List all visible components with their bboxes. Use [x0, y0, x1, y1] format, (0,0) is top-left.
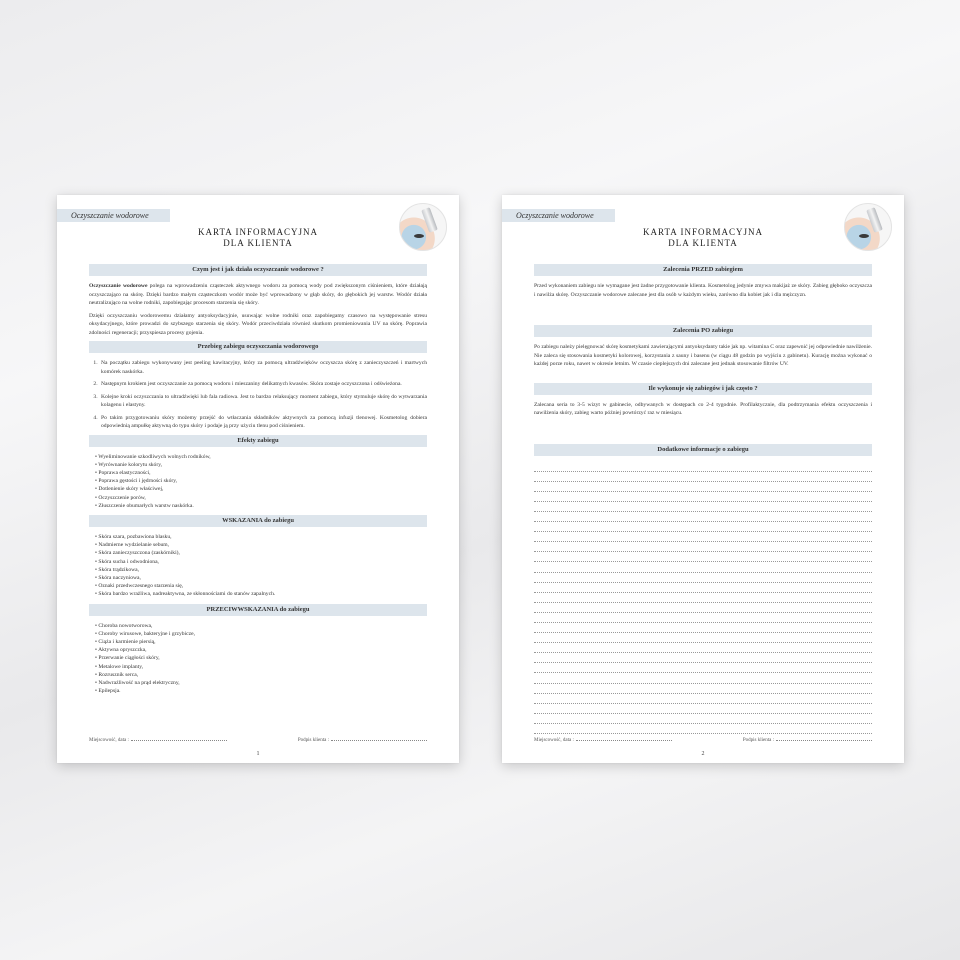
list-item: • Skóra naczyniowa, — [95, 574, 427, 582]
intro-bold: Oczyszczanie wodorowe — [89, 283, 148, 289]
page-number: 1 — [256, 751, 260, 757]
note-line[interactable] — [534, 613, 872, 623]
note-line[interactable] — [534, 482, 872, 492]
note-line[interactable] — [534, 542, 872, 552]
section-header-effects: Efekty zabiegu — [89, 435, 427, 447]
list-item: • Ciąża i karmienie piersią, — [95, 638, 427, 646]
after-paragraph: Po zabiegu należy pielęgnować skórę kosmetykami zawierającymi antyoksydanty takie jak np. witamina C oraz zapewnić jej odpowiednie nawilżenie. Nie zaleca się stosowania kosmetyki kolorowej, korzystania z sauny i basenu (w ciągu 48 godzin po wyjściu z gabinetu). Kurację można wykonać o każdej porze roku, nawet w okresie letnim. W czasie cieplejszych dni zalecane jest jednak stosowanie filtrów UV. — [534, 344, 872, 367]
page-number: 2 — [701, 751, 705, 757]
signature-field[interactable] — [776, 736, 872, 741]
list-item: • Choroba nowotworowa, — [95, 622, 427, 630]
note-line[interactable] — [534, 724, 872, 734]
section-header-contraindications: PRZECIWWSKAZANIA do zabiegu — [89, 604, 427, 616]
list-item: • Wyrównanie kolorytu skóry, — [95, 461, 427, 469]
note-line[interactable] — [534, 532, 872, 542]
note-line[interactable] — [534, 502, 872, 512]
procedure-step: 2. Następnym krokiem jest oczyszczanie za pomocą wodoru i mieszaniny delikatnych kwasów. Skóra zostaje oczyszczona i odświeżona. — [99, 380, 427, 389]
page-2-content — [534, 260, 872, 734]
title-line-1: KARTA INFORMACYJNA — [197, 227, 318, 237]
list-item: • Skóra trądzikowa, — [95, 566, 427, 574]
section-header-indications: WSKAZANIA do zabiegu — [89, 515, 427, 527]
list-item: • Nadwrażliwość na prąd elektryczny, — [95, 679, 427, 687]
category-tag: Oczyszczanie wodorowe — [502, 209, 615, 222]
note-line[interactable] — [534, 552, 872, 562]
signature-label: Podpis klienta : — [742, 738, 774, 743]
list-item: • Epilepsja. — [95, 687, 427, 695]
signature-field[interactable] — [331, 736, 427, 741]
list-item: • Dotlenienie skóry właściwej, — [95, 485, 427, 493]
frequency-paragraph: Zalecana seria to 3-5 wizyt w gabinecie, odbywanych w dostępach co 2-4 tygodnie. Profilaktycznie, dla podtrzymania efektu oczyszczenia i nawilżenia skóry, zabieg warto później powtórzyć raz w miesiącu. — [534, 401, 872, 416]
section-header-what-is: Czym jest i jak działa oczyszczanie wodorowe ? — [89, 264, 427, 276]
page-title — [57, 227, 459, 249]
list-item: • Skóra szara, pozbawiona blasku, — [95, 533, 427, 541]
list-item: • Metalowe implanty, — [95, 663, 427, 671]
note-line[interactable] — [534, 623, 872, 633]
list-item: • Poprawa gęstości i jędrności skóry, — [95, 477, 427, 485]
list-item: • Skóra zanieczyszczona (zaskórniki), — [95, 549, 427, 557]
document-page-2 — [502, 195, 904, 763]
list-item: • Choroby wirusowe, bakteryjne i grzybicze, — [95, 630, 427, 638]
note-line[interactable] — [534, 522, 872, 532]
note-line[interactable] — [534, 663, 872, 673]
note-line[interactable] — [534, 684, 872, 694]
indications-list — [89, 533, 427, 599]
title-line-2: DLA KLIENTA — [668, 238, 738, 248]
benefit-paragraph: Dzięki oczyszczaniu wodorowemu działamy antyoksydacyjnie, usuwając wolne rodniki oraz zapobiegamy czasowo na występowanie stresu oksydacyjnego, które prowadzi do szybszego starzenia się skóry. Wodór przeciwdziała również skutkom promieniowania UV na skórę. Poprawia zdolności regeneracji; przyspiesza procesy gojenia. — [89, 312, 427, 336]
note-line[interactable] — [534, 633, 872, 643]
list-item: • Poprawa elastyczności, — [95, 469, 427, 477]
list-item: • Skóra sucha i odwodniona, — [95, 558, 427, 566]
section-header-frequency: Ile wykonuje się zabiegów i jak często ? — [534, 383, 872, 395]
section-header-procedure: Przebieg zabiegu oczyszczania wodorowego — [89, 341, 427, 353]
note-line[interactable] — [534, 492, 872, 502]
note-line[interactable] — [534, 462, 872, 472]
list-item: • Złuszczenie obumarłych warstw naskórka. — [95, 502, 427, 510]
title-line-1: KARTA INFORMACYJNA — [642, 227, 763, 237]
page-footer — [534, 738, 872, 743]
category-tag: Oczyszczanie wodorowe — [57, 209, 170, 222]
list-item: • Oznaki przedwczesnego starzenia się, — [95, 582, 427, 590]
note-line[interactable] — [534, 512, 872, 522]
intro-paragraph — [89, 282, 427, 308]
place-date-label: Miejscowość, data : — [534, 738, 574, 743]
effects-list — [89, 453, 427, 510]
procedure-step: 1. Na początku zabiegu wykonywany jest peeling kawitacyjny, który za pomocą ultradźwięków oczyszcza skórę z zanieczyszczeń i martwych komórek naskórka. — [99, 359, 427, 376]
note-line[interactable] — [534, 583, 872, 593]
list-item: • Skóra bardzo wrażliwa, nadreaktywna, ze skłonnościami do stanów zapalnych. — [95, 590, 427, 598]
note-line[interactable] — [534, 593, 872, 603]
list-item: • Oczyszczenie porów, — [95, 494, 427, 502]
note-line[interactable] — [534, 603, 872, 613]
note-line[interactable] — [534, 573, 872, 583]
section-header-before: Zalecenia PRZED zabiegiem — [534, 264, 872, 276]
list-item: • Nadmierne wydzielanie sebum, — [95, 541, 427, 549]
document-page-1 — [57, 195, 459, 763]
list-item: • Aktywna opryszczka, — [95, 646, 427, 654]
list-item: • Przerwanie ciągłości skóry, — [95, 654, 427, 662]
intro-text: polega na wprowadzeniu cząsteczek aktywnego wodoru za pomocą wody pod zwiększonym ciśnieniem, które działają oczyszczająco na skórę. Dzięki bardzo małym cząsteczkom wodór może być wprowadzony w głąb skóry, do głębokich jej warstw. Wodór działa neutralizująco na wolne rodniki, zapobiegając procesom starzenia się skóry. — [89, 283, 427, 306]
procedure-step: 3. Kolejne kroki oczyszczania to ultradźwięki lub fala radiowa. Jest to bardzo relaksujący moment zabiegu, który stymuluje skórę do wytwarzania kolagenu i elastyny. — [99, 393, 427, 410]
note-line[interactable] — [534, 704, 872, 714]
note-line[interactable] — [534, 694, 872, 704]
signature-label: Podpis klienta : — [297, 738, 329, 743]
note-line[interactable] — [534, 653, 872, 663]
title-line-2: DLA KLIENTA — [223, 238, 293, 248]
list-item: • Rozrusznik serca, — [95, 671, 427, 679]
section-header-extra-info: Dodatkowe informacje o zabiegu — [534, 444, 872, 456]
note-line[interactable] — [534, 673, 872, 683]
procedure-steps — [89, 359, 427, 431]
note-line[interactable] — [534, 562, 872, 572]
section-header-after: Zalecenia PO zabiegu — [534, 325, 872, 337]
page-title — [502, 227, 904, 249]
procedure-step: 4. Po takim przygotowaniu skóry możemy przejść do wtłaczania składników aktywnych za pomocą infuzji tlenowej. Kosmetolog dobiera odpowiednią ampułkę aktywną do typu skóry i podaje ją przy użyciu tlenu pod ciśnieniem. — [99, 414, 427, 431]
note-line[interactable] — [534, 472, 872, 482]
contraindications-list — [89, 622, 427, 696]
place-date-label: Miejscowość, data : — [89, 738, 129, 743]
list-item: • Wyeliminowanie szkodliwych wolnych rodników, — [95, 453, 427, 461]
before-paragraph: Przed wykonaniem zabiegu nie wymagane jest żadne przygotowanie klienta. Kosmetolog jedynie zmywa makijaż ze skóry. Zabieg głęboko oczyszcza i nawilża skórę. Oczyszczanie wodorowe zalecane jest dla osób w każdym wieku, zarówno dla kobiet jak i dla mężczyzn. — [534, 283, 872, 298]
note-line[interactable] — [534, 714, 872, 724]
place-date-field[interactable] — [131, 736, 227, 741]
page-footer — [89, 738, 427, 743]
notes-lines[interactable] — [534, 462, 872, 735]
note-line[interactable] — [534, 643, 872, 653]
place-date-field[interactable] — [576, 736, 672, 741]
page-1-content — [89, 260, 427, 700]
